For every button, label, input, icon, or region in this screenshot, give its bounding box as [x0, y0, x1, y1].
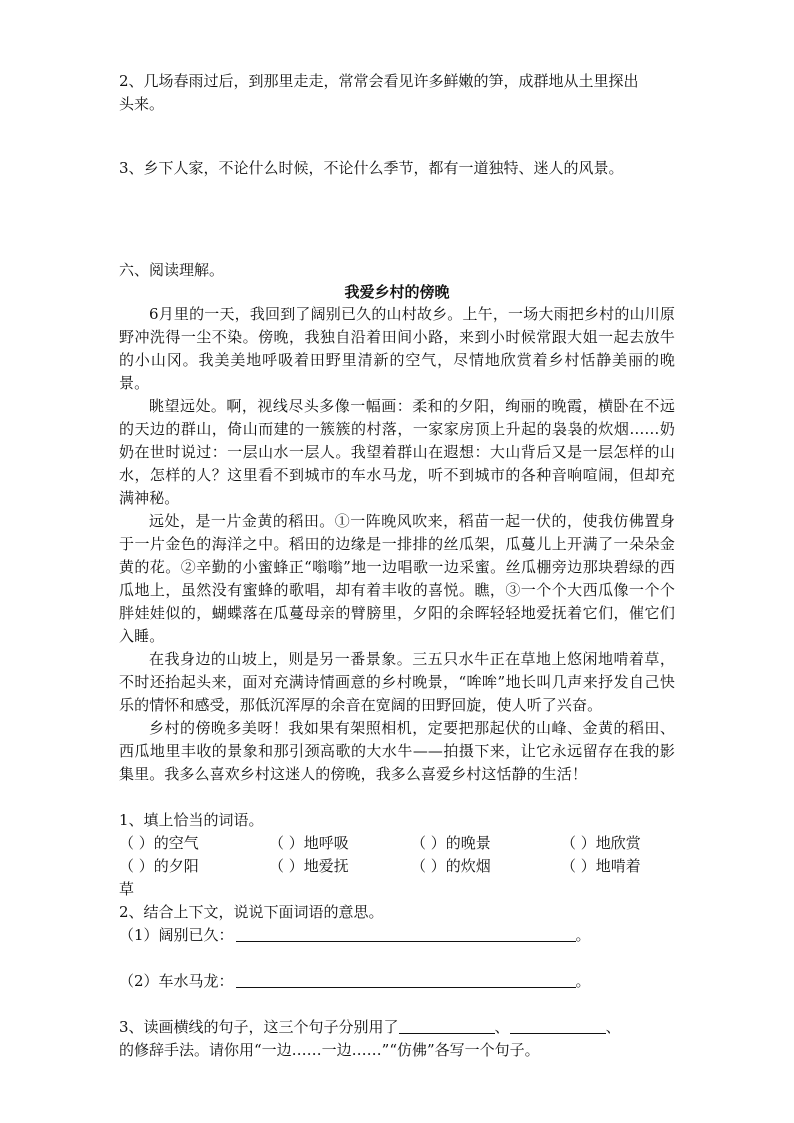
question-2-item-2: [119, 970, 679, 992]
sentence-3: 3、乡下人家，不论什么时候，不论什么季节，都有一道独特、迷人的风景。: [119, 159, 624, 177]
question-3-line-2: 的修辞手法。请你用“一边……一边……”“仿佛”各写一个句子。: [119, 1041, 540, 1059]
passage-paragraph-4: 在我身边的山坡上，则是另一番景象。三五只水牛正在草地上悠闲地啃着草，不时还抬起头来，面对充满诗情画意的乡村晚景，“哞哞”地长叫几声来抒发自己快乐的情怀和感受，那低沉浑厚的余音在宽阔的田野回旋，使人听了兴奋。: [119, 650, 675, 714]
question-3-line-1: [119, 1016, 679, 1038]
fill-blank-item[interactable]: （ ）地呼吸: [269, 834, 349, 852]
question-2-item-1: [119, 924, 679, 946]
fill-blank-item[interactable]: （ ）的空气: [119, 834, 199, 852]
fill-blank-item[interactable]: （ ）地欣赏: [561, 834, 641, 852]
passage-title: 我爱乡村的傍晚: [344, 283, 450, 301]
passage-paragraph-2: 眺望远处。啊，视线尽头多像一幅画：柔和的夕阳，绚丽的晚霞，横卧在不远的天边的群山，倚山而建的一簇簇的村落，一家家房顶上升起的袅袅的炊烟……奶奶在世时说过：一层山水一层人。我望着群山在遐想：大山背后又是一层怎样的山水，怎样的人？这里看不到城市的车水马龙，听不到城市的各种音响喧闹，但却充满神秘。: [119, 397, 675, 507]
answer-blank[interactable]: [236, 971, 576, 988]
section-heading: 六、阅读理解。: [119, 261, 225, 279]
passage-paragraph-3: 远处，是一片金黄的稻田。①一阵晚风吹来，稻苗一起一伏的，使我仿佛置身于一片金色的海洋之中。稻田的边缘是一排排的丝瓜架，瓜蔓儿上开满了一朵朵金黄的花。②辛勤的小蜜蜂正“嗡嗡”地一边唱歌一边采蜜。丝瓜棚旁边那块碧绿的西瓜地上，虽然没有蜜蜂的歌唱，却有着丰收的喜悦。瞧，③一个个大西瓜像一个个胖娃娃似的，蝴蝶落在瓜蔓母亲的臂膀里，夕阳的余晖轻轻地爱抚着它们，催它们入睡。: [119, 512, 675, 645]
question-1-wrap: 草: [119, 880, 135, 898]
separator: 、: [494, 1018, 510, 1036]
question-1-prompt: 1、填上恰当的词语。: [119, 811, 264, 829]
fill-blank-item[interactable]: （ ）的炊烟: [411, 857, 491, 875]
fill-blank-item[interactable]: （ ）地爱抚: [269, 857, 349, 875]
fill-blank-item[interactable]: （ ）地啃着: [561, 857, 641, 875]
answer-blank[interactable]: [236, 925, 576, 942]
fill-blank-item[interactable]: （ ）的夕阳: [119, 857, 199, 875]
question-1-row-2: [119, 855, 679, 877]
passage-paragraph-1: 6月里的一天，我回到了阔别已久的山村故乡。上午，一场大雨把乡村的山川原野冲洗得一尘不染。傍晚，我独自沿着田间小路，来到小时候常跟大姐一起去放牛的小山冈。我美美地呼吸着田野里清新的空气，尽情地欣赏着乡村恬静美丽的晚景。: [119, 305, 675, 392]
question-3-prefix: 3、读画横线的句子，这三个句子分别用了: [119, 1018, 399, 1036]
sentence-2-line-1: 2、几场春雨过后，到那里走走，常常会看见许多鲜嫩的笋，成群地从土里探出: [119, 72, 639, 90]
answer-blank[interactable]: [510, 1017, 606, 1034]
period: 。: [575, 926, 591, 944]
passage-paragraph-5: 乡村的傍晚多美呀！我如果有架照相机，定要把那起伏的山峰、金黄的稻田、西瓜地里丰收的景象和那引颈高歌的大水牛——拍摄下来，让它永远留存在我的影集里。我多么喜欢乡村这迷人的傍晚，我多么喜爱乡村这恬静的生活！: [119, 719, 675, 783]
item-2-label: （2）车水马龙：: [119, 972, 234, 990]
item-1-label: （1）阔别已久：: [119, 926, 234, 944]
fill-blank-item[interactable]: （ ）的晚景: [411, 834, 491, 852]
question-1-row-1: [119, 832, 679, 854]
separator: 、: [605, 1018, 621, 1036]
answer-blank[interactable]: [399, 1017, 495, 1034]
sentence-2-line-2: 头来。: [119, 95, 165, 113]
question-2-prompt: 2、结合上下文，说说下面词语的意思。: [119, 903, 384, 921]
period: 。: [575, 972, 591, 990]
